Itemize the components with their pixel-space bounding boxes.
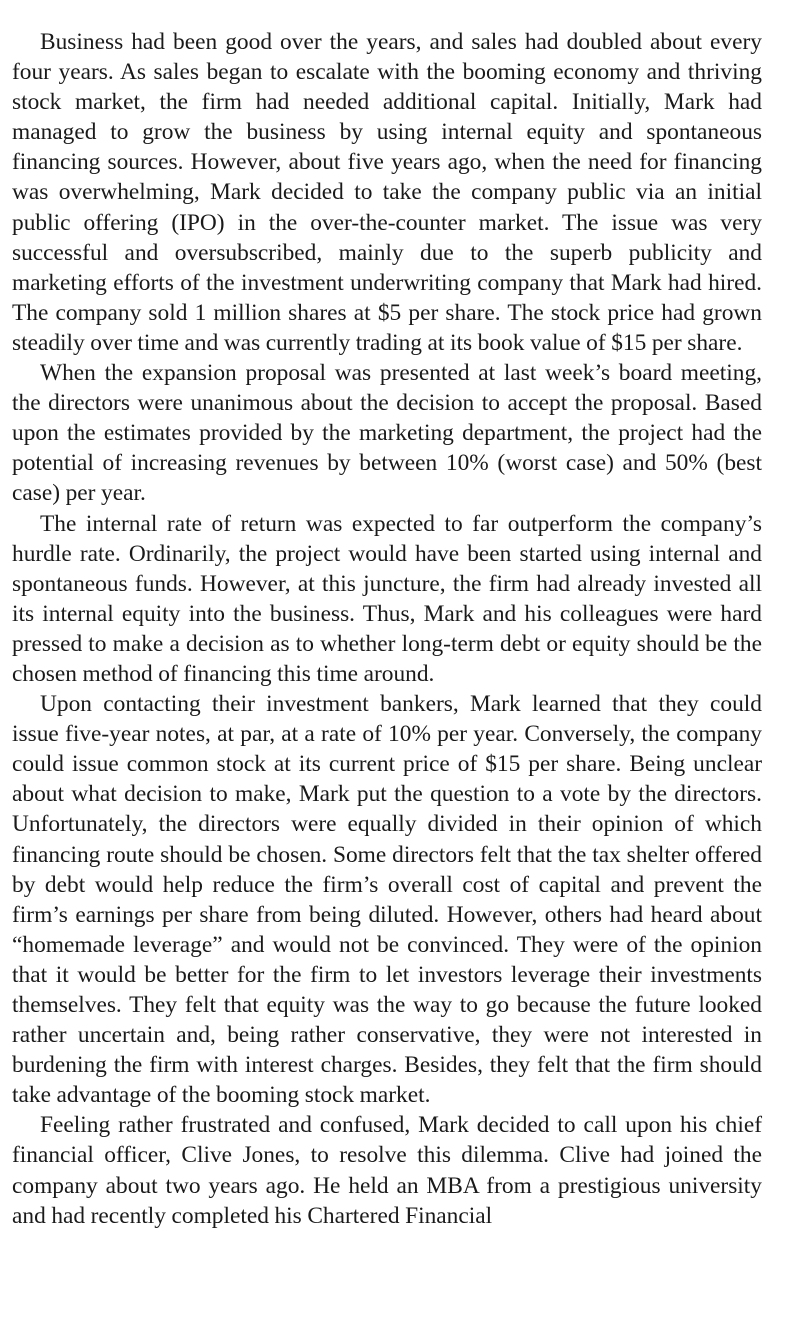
paragraph-cfo-consultation: Feeling rather frustrated and confused, Mark decided to call upon his chief financial officer, Clive Jones, to resolve this dilemma. Clive had joined the company about two years ago. He held an MBA from a prestigious university and had recently completed his Chartered Financial (12, 1112, 762, 1229)
paragraph-financing-options: Upon contacting their investment bankers, Mark learned that they could issue five-year notes, at par, at a rate of 10% per year. Conversely, the company could issue common stock at its current price of $15 per share. Being unclear about what decision to make, Mark put the question to a vote by the directors. Unfortunately, the directors were equally divided in their opinion of which financing route should be chosen. Some directors felt that the tax shelter offered by debt would help reduce the firm’s overall cost of capital and prevent the firm’s earnings per share from being diluted. However, others had heard about “homemade leverage” and would not be convinced. They were of the opinion that it would be better for the firm to let investors leverage their investments themselves. They felt that equity was the way to go because the future looked rather uncertain and, being rather conservative, they were not interested in burdening the firm with interest charges. Besides, they felt that the firm should take advantage of the booming stock market. (12, 691, 762, 1109)
paragraph-expansion-proposal: When the expansion proposal was presented at last week’s board meeting, the directors were unanimous about the decision to accept the proposal. Based upon the estimates provided by the marketing department, the project had the potential of increasing revenues by between 10% (worst case) and 50% (best case) per year. (12, 360, 762, 507)
paragraph-internal-rate-of-return: The internal rate of return was expected to far outperform the company’s hurdle rate. Ordinarily, the project would have been started using internal and spontaneous funds. However, at this juncture, the firm had already invested all its internal equity into the business. Thus, Mark and his colleagues were hard pressed to make a decision as to whether long-term debt or equity should be the chosen method of financing this time around. (12, 510, 762, 687)
paragraph-business-growth: Business had been good over the years, and sales had doubled about every four years. As sales began to escalate with the booming economy and thriving stock market, the firm had needed additional capital. Initially, Mark had managed to grow the business by using internal equity and spontaneous financing sources. However, about five years ago, when the need for financing was overwhelming, Mark decided to take the company public via an initial public offering (IPO) in the over-the-counter market. The issue was very successful and oversubscribed, mainly due to the superb publicity and marketing efforts of the investment underwriting company that Mark had hired. The company sold 1 million shares at $5 per share. The stock price had grown steadily over time and was currently trading at its book value of $15 per share. (12, 29, 762, 356)
